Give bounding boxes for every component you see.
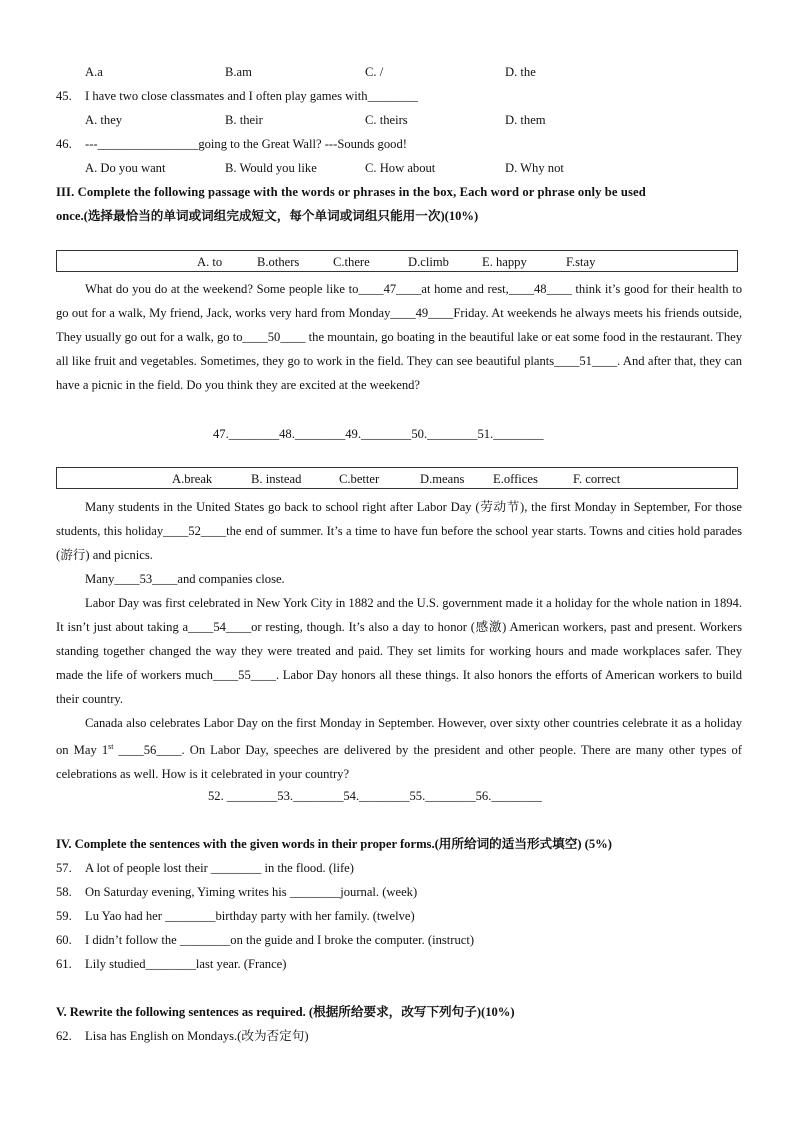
q60-number: 60.	[56, 933, 72, 947]
passage-2-paragraph-4-text: Canada also celebrates Labor Day on the first Monday in September. However, over sixty other countries celebrate it as a holiday on May 1	[56, 716, 742, 758]
q59-text: Lu Yao had her ________birthday party with her family. (twelve)	[85, 909, 415, 923]
section-3-heading-line2: once.(选择最恰当的单词或词组完成短文，每个单词或词组只能用一次)(10%)	[56, 209, 479, 223]
ordinal-superscript: st	[108, 742, 114, 751]
passage-2-paragraph-2	[56, 567, 742, 591]
word-box-2-item-e: E.offices	[493, 472, 538, 486]
passage-2-paragraph-4	[56, 711, 742, 786]
q58-number: 58.	[56, 885, 72, 899]
word-box-2-item-b: B. instead	[251, 472, 302, 486]
q44-option-d: D. the	[505, 65, 536, 79]
section-4-heading: IV. Complete the sentences with the given words in their proper forms.(用所给词的适当形式填空) (5%)	[56, 837, 612, 851]
passage-2-paragraph-2-text: Many____53____and companies close.	[85, 572, 285, 586]
passage-2-paragraph-4-text-cont: ____56____. On Labor Day, speeches are delivered by the president and other people. There are many other types of celebrations as well. How is it celebrated in your country?	[56, 743, 742, 782]
word-box-1-item-f: F.stay	[566, 255, 596, 269]
q46-number: 46.	[56, 137, 72, 151]
q58-text: On Saturday evening, Yiming writes his ________journal. (week)	[85, 885, 418, 899]
word-box-1	[56, 250, 738, 272]
q45-option-d: D. them	[505, 113, 546, 127]
passage-1-answer-line: 47.________48.________49.________50.________51.________	[213, 427, 544, 441]
passage-1	[56, 277, 742, 397]
word-box-2-item-d: D.means	[420, 472, 465, 486]
word-box-1-item-e: E. happy	[482, 255, 527, 269]
passage-2-paragraph-3-text: Labor Day was first celebrated in New York City in 1882 and the U.S. government made it a holiday for the whole nation in 1894. It isn’t just about taking a____54____or resting, though. It’s also a day to honor (感激) American workers, past and present. Workers standing together changed the way they were treated and paid. They set limits for working hours and made workplaces safer. They made the life of workers much____55____. Labor Day honors all these things. It also honors the efforts of American workers to build their country.	[56, 596, 742, 706]
passage-2-paragraph-3	[56, 591, 742, 711]
q45-option-c: C. theirs	[365, 113, 408, 127]
q45-option-a: A. they	[85, 113, 123, 127]
word-box-1-item-a: A. to	[197, 255, 223, 269]
word-box-2-item-f: F. correct	[573, 472, 621, 486]
q44-option-a: A.a	[85, 65, 103, 79]
q45-number: 45.	[56, 89, 72, 103]
q61-text: Lily studied________last year. (France)	[85, 957, 287, 971]
q45-text: I have two close classmates and I often play games with________	[85, 89, 418, 103]
passage-2-answer-line: 52. ________53.________54.________55.________56.________	[208, 789, 542, 803]
passage-1-text: What do you do at the weekend? Some people like to____47____at home and rest,____48____ think it’s good for their health to go out for a walk, My friend, Jack, works very hard from Monday____49____Friday. At weekends he always meets his friends outside, They usually go out for a walk, go to____50____ the mountain, go boating in the beautiful lake or eat some food in the restaurant. They all like fruit and vegetables. Sometimes, they go to work in the field. They can see beautiful plants____51____. And after that, they can have a picnic in the field. Do you think they are excited at the weekend?	[56, 282, 742, 392]
word-box-2-item-c: C.better	[339, 472, 380, 486]
section-3-heading-line1: III. Complete the following passage with the words or phrases in the box, Each word or phrase only be used	[56, 185, 646, 199]
q46-option-b: B. Would you like	[225, 161, 317, 175]
word-box-1-item-b: B.others	[257, 255, 300, 269]
q46-text: ---________________going to the Great Wall? ---Sounds good!	[85, 137, 407, 151]
q57-number: 57.	[56, 861, 72, 875]
q46-option-a: A. Do you want	[85, 161, 166, 175]
q44-option-b: B.am	[225, 65, 252, 79]
word-box-1-item-d: D.climb	[408, 255, 449, 269]
word-box-1-item-c: C.there	[333, 255, 370, 269]
q46-option-d: D. Why not	[505, 161, 564, 175]
q61-number: 61.	[56, 957, 72, 971]
q45-option-b: B. their	[225, 113, 263, 127]
q57-text: A lot of people lost their ________ in the flood. (life)	[85, 861, 354, 875]
passage-2-paragraph-1-text: Many students in the United States go back to school right after Labor Day (劳动节), the first Monday in September, For those students, this holiday____52____the end of summer. It’s a time to have fun before the school year starts. Towns and cities hold parades (游行) and picnics.	[56, 500, 742, 562]
q62-text: Lisa has English on Mondays.(改为否定句)	[85, 1029, 309, 1043]
passage-2-paragraph-1	[56, 495, 742, 567]
q60-text: I didn’t follow the ________on the guide and I broke the computer. (instruct)	[85, 933, 475, 947]
section-5-heading: V. Rewrite the following sentences as required. (根据所给要求，改写下列句子)(10%)	[56, 1005, 515, 1019]
q46-option-c: C. How about	[365, 161, 436, 175]
word-box-2	[56, 467, 738, 489]
q62-number: 62.	[56, 1029, 72, 1043]
q44-option-c: C. /	[365, 65, 384, 79]
word-box-2-item-a: A.break	[172, 472, 213, 486]
q59-number: 59.	[56, 909, 72, 923]
